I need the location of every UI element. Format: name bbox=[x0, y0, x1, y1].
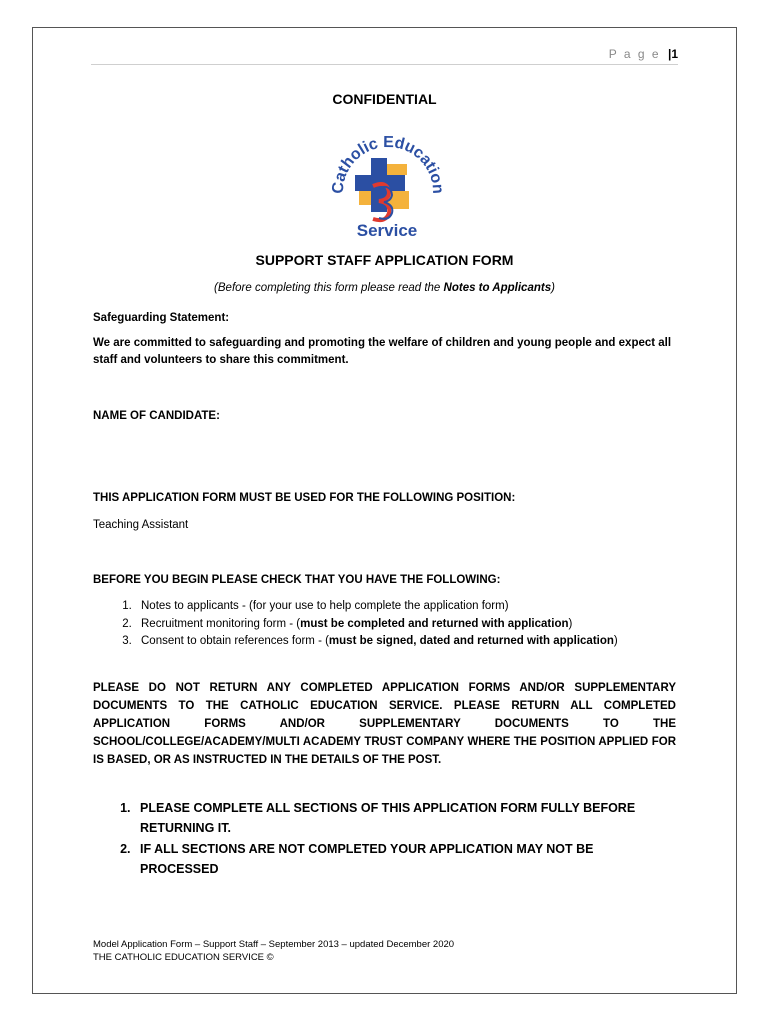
footer-line: Model Application Form – Support Staff – September 2013 – updated December 2020 bbox=[93, 939, 455, 950]
checklist-item: 2. Recruitment monitoring form - (must be completed and returned with application) bbox=[135, 616, 676, 634]
logo-arc-text: Catholic Education bbox=[329, 133, 447, 195]
page-footer bbox=[93, 938, 454, 964]
page-number: P a g e |1 bbox=[608, 47, 678, 61]
return-notice: PLEASE DO NOT RETURN ANY COMPLETED APPLICATION FORMS AND/OR SUPPLEMENTARY DOCUMENTS TO THE CATHOLIC EDUCATION SERVICE. PLEASE RETURN ALL COMPLETED APPLICATION FORMS AND/OR SUPPLEMENTARY DOCUMENTS TO THE SCHOOL/COLLEGE/ACADEMY/MULTI ACADEMY TRUST COMPANY WHERE THE POSITION APPLIED FOR IS BASED, OR AS INSTRUCTED IN THE DETAILS OF THE POST. bbox=[93, 682, 676, 766]
safeguarding-heading: Safeguarding Statement: bbox=[93, 312, 230, 324]
footer-line: THE CATHOLIC EDUCATION SERVICE © bbox=[93, 952, 274, 963]
candidate-name-label: NAME OF CANDIDATE: bbox=[93, 410, 220, 422]
checklist bbox=[89, 598, 676, 651]
confidential-heading: CONFIDENTIAL bbox=[332, 91, 437, 107]
catholic-education-service-logo bbox=[321, 120, 451, 240]
header-divider bbox=[91, 64, 678, 65]
position-heading: THIS APPLICATION FORM MUST BE USED FOR THE FOLLOWING POSITION: bbox=[93, 492, 516, 504]
document-page bbox=[32, 27, 737, 994]
instructions-list bbox=[89, 799, 656, 881]
safeguarding-statement: We are committed to safeguarding and promoting the welfare of children and young people and expect all staff and volunteers to share this commitment. bbox=[93, 337, 672, 366]
logo-service-text: Service bbox=[356, 221, 418, 240]
instruction-item: 1. PLEASE COMPLETE ALL SECTIONS OF THIS APPLICATION FORM FULLY BEFORE RETURNING IT. bbox=[134, 799, 656, 838]
checklist-item: 3. Consent to obtain references form - (must be signed, dated and returned with application) bbox=[135, 633, 676, 651]
checklist-item: 1. Notes to applicants - (for your use to help complete the application form) bbox=[135, 598, 676, 616]
checklist-heading: BEFORE YOU BEGIN PLEASE CHECK THAT YOU HAVE THE FOLLOWING: bbox=[93, 574, 501, 586]
position-value: Teaching Assistant bbox=[93, 519, 189, 531]
form-title: SUPPORT STAFF APPLICATION FORM bbox=[255, 252, 514, 268]
form-subtitle: (Before completing this form please read the Notes to Applicants) bbox=[214, 282, 555, 294]
instruction-item: 2. IF ALL SECTIONS ARE NOT COMPLETED YOUR APPLICATION MAY NOT BE PROCESSED bbox=[134, 840, 656, 879]
